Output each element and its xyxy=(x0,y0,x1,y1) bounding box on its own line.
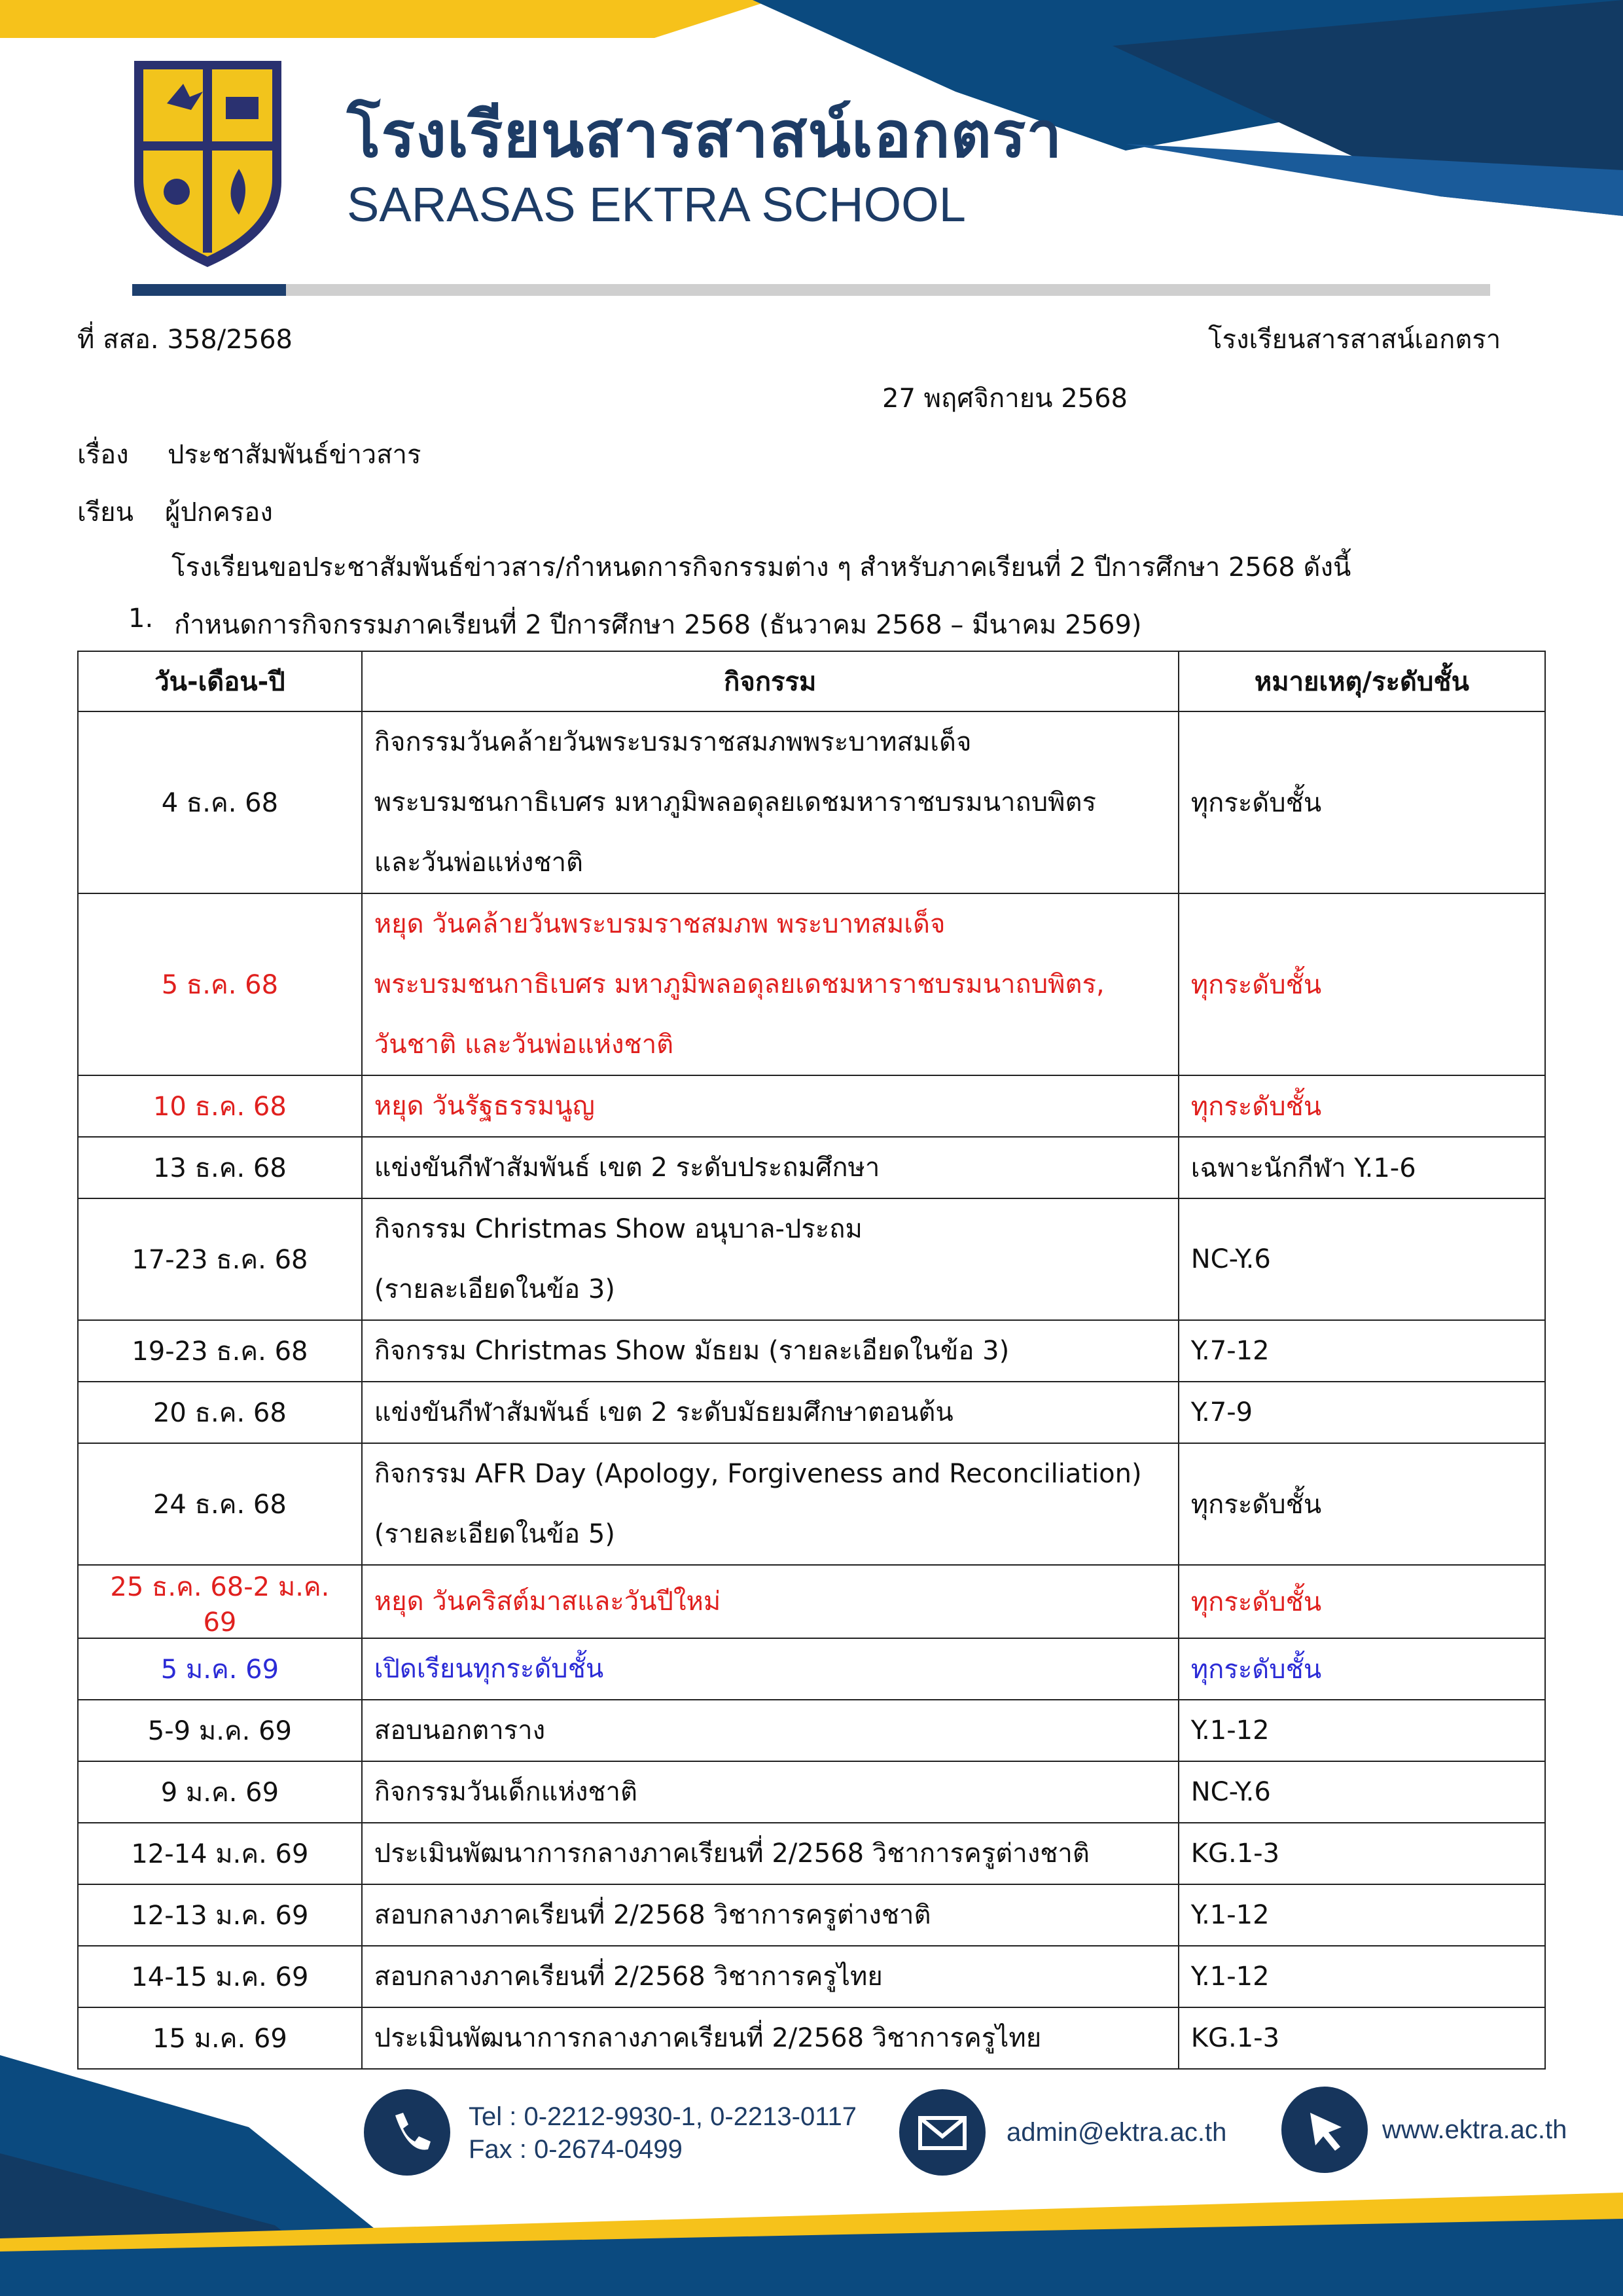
activity-line: (รายละเอียดในข้อ 5) xyxy=(374,1519,615,1549)
row-date: 25 ธ.ค. 68-2 ม.ค. 69 xyxy=(78,1565,362,1638)
row-note: NC-Y.6 xyxy=(1179,1198,1545,1320)
reference-number: ที่ สสอ. 358/2568 xyxy=(77,325,293,355)
table-row xyxy=(78,1638,1545,1700)
row-date: 5 ม.ค. 69 xyxy=(78,1638,362,1700)
table-row xyxy=(78,893,1545,1075)
row-note: Y.1-12 xyxy=(1179,1700,1545,1761)
table-row xyxy=(78,1075,1545,1137)
recipient-text: ผู้ปกครอง xyxy=(165,497,273,528)
row-date: 12-14 ม.ค. 69 xyxy=(78,1823,362,1884)
row-activity xyxy=(362,1443,1179,1565)
row-date: 15 ม.ค. 69 xyxy=(78,2007,362,2069)
activity-line: หยุด วันรัฐธรรมนูญ xyxy=(374,1091,595,1121)
activity-line: แข่งขันกีฬาสัมพันธ์ เขต 2 ระดับประถมศึกษา xyxy=(374,1153,880,1183)
activity-line: แข่งขันกีฬาสัมพันธ์ เขต 2 ระดับมัธยมศึกษาตอนต้น xyxy=(374,1397,954,1427)
row-activity xyxy=(362,1198,1179,1320)
row-note: Y.1-12 xyxy=(1179,1946,1545,2007)
header-rule xyxy=(286,284,1490,296)
sender-name: โรงเรียนสารสาสน์เอกตรา xyxy=(1208,325,1501,355)
footer-website[interactable]: www.ektra.ac.th xyxy=(1382,2115,1567,2144)
table-row xyxy=(78,1700,1545,1761)
row-date: 5 ธ.ค. 68 xyxy=(78,893,362,1075)
mail-icon xyxy=(899,2089,986,2176)
row-note: เฉพาะนักกีฬา Y.1-6 xyxy=(1179,1137,1545,1198)
footer-tel: Tel : 0-2212-9930-1, 0-2213-0117 xyxy=(469,2102,857,2131)
subject-label: เรื่อง xyxy=(77,440,129,470)
row-note: ทุกระดับชั้น xyxy=(1179,1075,1545,1137)
activity-line: กิจกรรม AFR Day (Apology, Forgiveness and Reconciliation) xyxy=(374,1459,1142,1489)
row-activity xyxy=(362,1320,1179,1382)
table-row xyxy=(78,1565,1545,1638)
item-number: 1. xyxy=(128,603,154,634)
row-note: ทุกระดับชั้น xyxy=(1179,893,1545,1075)
row-activity xyxy=(362,1884,1179,1946)
row-note: ทุกระดับชั้น xyxy=(1179,1443,1545,1565)
row-date: 20 ธ.ค. 68 xyxy=(78,1382,362,1443)
row-activity xyxy=(362,1823,1179,1884)
row-note: Y.1-12 xyxy=(1179,1884,1545,1946)
row-note: KG.1-3 xyxy=(1179,2007,1545,2069)
table-row xyxy=(78,1137,1545,1198)
activity-line: หยุด วันคล้ายวันพระบรมราชสมภพ พระบาทสมเด็จ xyxy=(374,909,946,939)
row-date: 14-15 ม.ค. 69 xyxy=(78,1946,362,2007)
row-note: Y.7-9 xyxy=(1179,1382,1545,1443)
row-activity xyxy=(362,1137,1179,1198)
row-note: KG.1-3 xyxy=(1179,1823,1545,1884)
activity-line: ประเมินพัฒนาการกลางภาคเรียนที่ 2/2568 วิชาการครูไทย xyxy=(374,2023,1042,2053)
row-date: 19-23 ธ.ค. 68 xyxy=(78,1320,362,1382)
row-activity xyxy=(362,1638,1179,1700)
row-activity xyxy=(362,1075,1179,1137)
footer-email[interactable]: admin@ektra.ac.th xyxy=(1007,2118,1227,2147)
row-note: Y.7-12 xyxy=(1179,1320,1545,1382)
phone-icon xyxy=(364,2089,450,2176)
table-row xyxy=(78,1884,1545,1946)
activity-line: และวันพ่อแห่งชาติ xyxy=(374,848,584,878)
table-row xyxy=(78,1382,1545,1443)
header-activity: กิจกรรม xyxy=(362,651,1179,711)
row-date: 12-13 ม.ค. 69 xyxy=(78,1884,362,1946)
row-activity xyxy=(362,711,1179,893)
row-date: 24 ธ.ค. 68 xyxy=(78,1443,362,1565)
table-row xyxy=(78,1761,1545,1823)
row-date: 13 ธ.ค. 68 xyxy=(78,1137,362,1198)
school-name-thai: โรงเรียนสารสาสน์เอกตรา xyxy=(347,98,1063,171)
row-activity xyxy=(362,893,1179,1075)
activity-line: กิจกรรม Christmas Show มัธยม (รายละเอียดในข้อ 3) xyxy=(374,1336,1010,1366)
table-header-row xyxy=(78,651,1545,711)
activity-line: สอบกลางภาคเรียนที่ 2/2568 วิชาการครูไทย xyxy=(374,1962,883,1992)
table-row xyxy=(78,1198,1545,1320)
row-date: 5-9 ม.ค. 69 xyxy=(78,1700,362,1761)
letter-date: 27 พฤศจิกายน 2568 xyxy=(882,384,1128,414)
activity-line: กิจกรรมวันคล้ายวันพระบรมราชสมภพพระบาทสมเด็จ xyxy=(374,727,972,757)
row-activity xyxy=(362,1700,1179,1761)
table-body xyxy=(78,711,1545,2069)
table-row xyxy=(78,1443,1545,1565)
recipient-label: เรียน xyxy=(77,497,134,528)
row-date: 10 ธ.ค. 68 xyxy=(78,1075,362,1137)
row-activity xyxy=(362,1761,1179,1823)
cursor-icon xyxy=(1281,2087,1368,2173)
activity-line: สอบกลางภาคเรียนที่ 2/2568 วิชาการครูต่างชาติ xyxy=(374,1900,931,1930)
row-activity xyxy=(362,1382,1179,1443)
intro-paragraph: โรงเรียนขอประชาสัมพันธ์ข่าวสาร/กำหนดการกิจกรรมต่าง ๆ สำหรับภาคเรียนที่ 2 ปีการศึกษา 2568 ดังนี้ xyxy=(171,552,1351,583)
row-activity xyxy=(362,1946,1179,2007)
school-name-english: SARASAS EKTRA SCHOOL xyxy=(347,177,966,232)
school-crest-logo xyxy=(128,58,288,270)
table-row xyxy=(78,1946,1545,2007)
activity-line: พระบรมชนกาธิเบศร มหาภูมิพลอดุลยเดชมหาราชบรมนาถบพิตร, xyxy=(374,969,1105,999)
row-date: 4 ธ.ค. 68 xyxy=(78,711,362,893)
header-rule-accent xyxy=(132,284,286,296)
activity-line: สอบนอกตาราง xyxy=(374,1715,546,1746)
table-row xyxy=(78,1320,1545,1382)
activity-line: กิจกรรม Christmas Show อนุบาล-ประถม xyxy=(374,1214,863,1244)
row-note: ทุกระดับชั้น xyxy=(1179,711,1545,893)
footer-fax: Fax : 0-2674-0499 xyxy=(469,2135,683,2164)
table-row xyxy=(78,1823,1545,1884)
activity-line: ประเมินพัฒนาการกลางภาคเรียนที่ 2/2568 วิชาการครูต่างชาติ xyxy=(374,1839,1090,1869)
row-note: NC-Y.6 xyxy=(1179,1761,1545,1823)
activity-line: หยุด วันคริสต์มาสและวันปีใหม่ xyxy=(374,1587,721,1617)
row-date: 17-23 ธ.ค. 68 xyxy=(78,1198,362,1320)
activity-schedule-table xyxy=(77,651,1546,2070)
row-note: ทุกระดับชั้น xyxy=(1179,1565,1545,1638)
header-date: วัน-เดือน-ปี xyxy=(78,651,362,711)
activity-line: กิจกรรมวันเด็กแห่งชาติ xyxy=(374,1777,637,1807)
footer-decoration xyxy=(0,2055,1623,2296)
activity-line: พระบรมชนกาธิเบศร มหาภูมิพลอดุลยเดชมหาราชบรมนาถบพิตร xyxy=(374,787,1096,817)
activity-line: วันชาติ และวันพ่อแห่งชาติ xyxy=(374,1030,674,1060)
row-activity xyxy=(362,1565,1179,1638)
subject-text: ประชาสัมพันธ์ข่าวสาร xyxy=(168,440,421,470)
activity-line: เปิดเรียนทุกระดับชั้น xyxy=(374,1654,604,1684)
row-note: ทุกระดับชั้น xyxy=(1179,1638,1545,1700)
row-date: 9 ม.ค. 69 xyxy=(78,1761,362,1823)
header-note: หมายเหตุ/ระดับชั้น xyxy=(1179,651,1545,711)
table-row xyxy=(78,711,1545,893)
activity-line: (รายละเอียดในข้อ 3) xyxy=(374,1274,615,1304)
item-heading: กำหนดการกิจกรรมภาคเรียนที่ 2 ปีการศึกษา 2568 (ธันวาคม 2568 – มีนาคม 2569) xyxy=(174,610,1142,640)
